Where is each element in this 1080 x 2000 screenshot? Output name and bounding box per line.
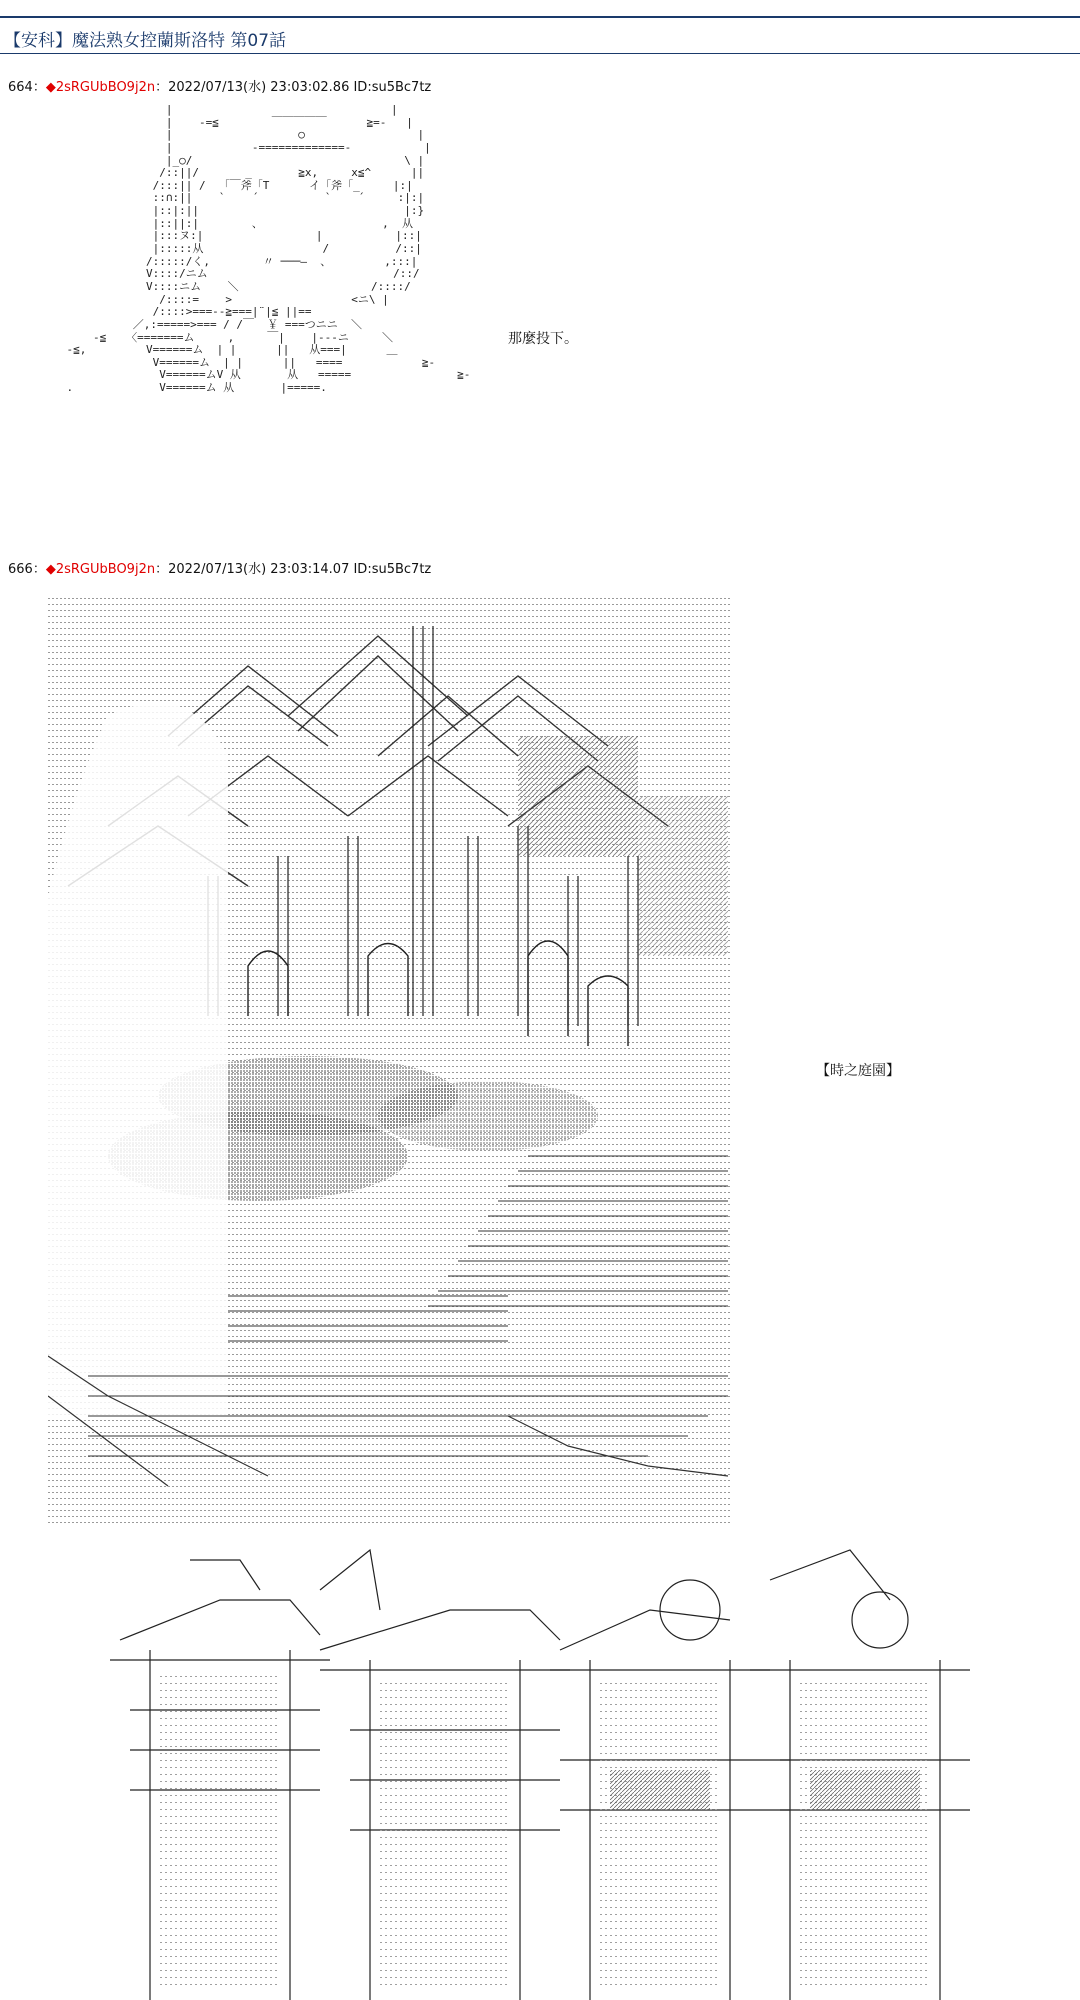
trip-diamond-icon: ◆ xyxy=(45,562,56,577)
post-separator: ： xyxy=(32,80,46,95)
ascii-art-garden-scene xyxy=(48,596,730,1526)
ascii-art-group-scene xyxy=(90,1540,990,2000)
thread-title: 【安科】魔法熟女控蘭斯洛特 第07話 xyxy=(4,31,287,51)
post-meta: ：2022/07/13(水) 23:03:02.86 ID:su5Bc7tz xyxy=(155,80,432,95)
trip-diamond-icon: ◆ xyxy=(45,80,56,95)
post-trip: 2sRGUbBO9j2n xyxy=(55,562,156,577)
dialogue-line: 那麼投下。 xyxy=(508,331,578,347)
thread-title-bar xyxy=(0,16,1080,54)
ascii-art-character: | | | -=≦ ￣￣￣￣￣ ≧=- | | ○ | | -=============- | |_○/ \ | /::||/ _ ≧x, x≦^ || /:::|| / 「￣斧「T イ「斧「_ |:| ::∩:|| ` ´ ` ´ :|:| |::|:|| |:} |::||:| 、 , 从 |:::ヌ:| | |::| |:::::从 / /::| /:::::/く, 〃 ───― 、 ,:::| V::::/ニム /::/ V::::ニム ＼ /::::/ /::::= > <ニ\ | /::::>===--≧===|¨|≦ ||== ／,:=====>=== / /￣ ￥ ===つニニ ＼ -≦ 〈=======ム , ￣| |---ニ ＼ -≦, V======ム | | || 从===| ＿ V======ム | | || ==== ≧- V======ムV 从 从 ===== ≧- . V======ム 从 |=====. xyxy=(66,104,471,395)
post-trip: 2sRGUbBO9j2n xyxy=(55,80,156,95)
location-label: 【時之庭園】 xyxy=(816,1063,900,1079)
post-number[interactable]: 664 xyxy=(8,80,33,95)
post-meta: ：2022/07/13(水) 23:03:14.07 ID:su5Bc7tz xyxy=(155,562,432,577)
post-separator: ： xyxy=(32,562,46,577)
post-header-664 xyxy=(8,76,431,95)
post-number[interactable]: 666 xyxy=(8,562,33,577)
post-header-666 xyxy=(8,558,431,577)
